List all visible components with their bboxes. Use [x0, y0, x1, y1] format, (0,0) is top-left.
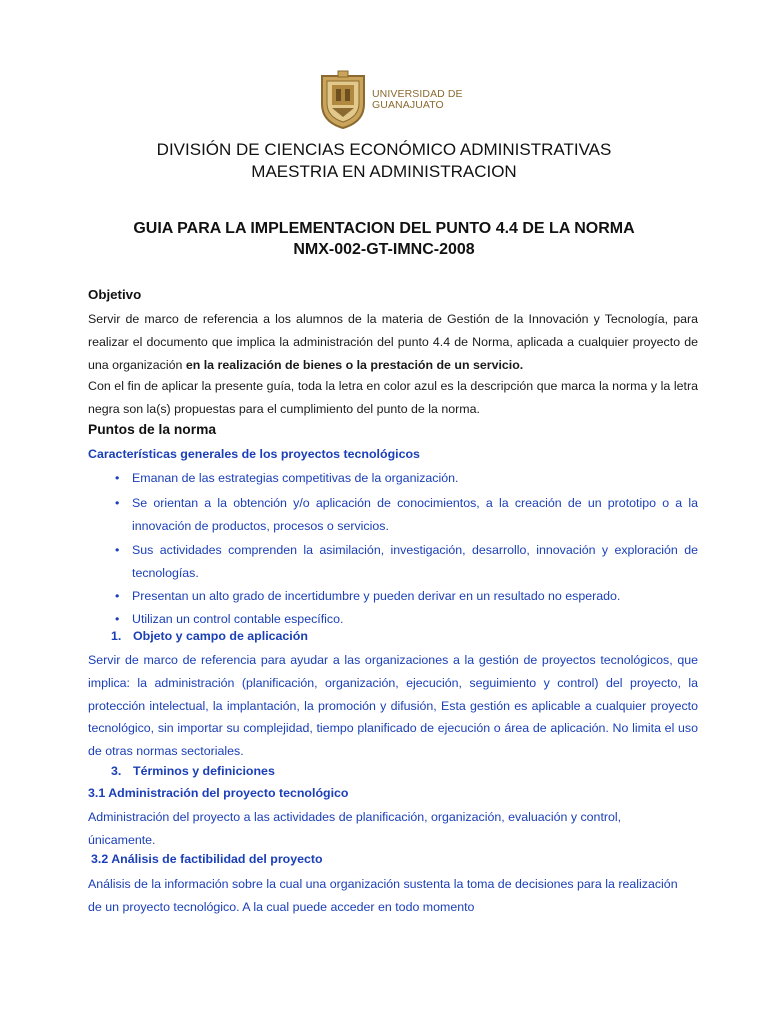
objetivo-paragraph-1-bold: en la realización de bienes o la prestación de un servicio. — [185, 357, 524, 372]
objetivo-paragraph-2: Con el fin de aplicar la presente guía, toda la letra en color azul es la descripción que marca la norma y la letra negra son la(s) propuestas para el cumplimiento del punto de la norma. — [88, 379, 698, 416]
document-title-line-2: NMX-002-GT-IMNC-2008 — [293, 241, 475, 258]
section-3-1-paragraph: Administración del proyecto a las actividades de planificación, organización, evaluación y control, únicamente. — [88, 810, 622, 847]
division-heading: DIVISIÓN DE CIENCIAS ECONÓMICO ADMINISTRATIVAS — [156, 140, 612, 159]
section-3-2-heading: 3.2 Análisis de factibilidad del proyecto — [91, 852, 323, 866]
list-item: • Sus actividades comprenden la asimilación, investigación, desarrollo, innovación y exploración de tecnologías. — [88, 539, 698, 585]
bullet-icon: • — [115, 611, 120, 626]
section-3-1-heading: 3.1 Administración del proyecto tecnológico — [88, 786, 349, 800]
section-3-2-paragraph: Análisis de la información sobre la cual una organización sustenta la toma de decisiones para la realización de un proyecto tecnológico. A la cual puede acceder en todo momento — [88, 877, 678, 914]
logo-line-2: GUANAJUATO — [372, 99, 444, 111]
caracteristicas-list — [88, 467, 698, 631]
list-item: • Presentan un alto grado de incertidumbre y pueden derivar en un resultado no esperado. — [88, 585, 698, 608]
section-1-heading: Objeto y campo de aplicación — [133, 629, 308, 643]
university-logo-wordmark — [372, 89, 463, 111]
objetivo-paragraph-1-text: Servir de marco de referencia a los alumnos de la materia de Gestión de la Innovación y Tecnología, para realizar el documento que implica la administración del punto 4.4 de Norma, aplicada a cualquier proyecto de una organización — [88, 312, 698, 372]
section-3-heading: Términos y definiciones — [133, 764, 275, 778]
section-1-paragraph: Servir de marco de referencia para ayudar a las organizaciones a la gestión de proyectos tecnológicos, que implica: la administración (planificación, organización, ejecución, seguimiento y control) del proyecto, la protección intelectual, la implantación, la promoción y difusión, Esta gestión es aplicable a cualquier proyecto tecnológico, sin importar su complejidad, tiempo planificado de ejecución o área de aplicación. No limita el uso de otras normas sectoriales. — [88, 653, 698, 759]
bullet-icon: • — [115, 588, 120, 603]
university-seal-icon — [318, 70, 368, 130]
list-item: • Se orientan a la obtención y/o aplicación de conocimientos, a la creación de un prototipo o a la innovación de productos, procesos o servicios. — [88, 492, 698, 538]
logo-line-1: UNIVERSIDAD DE — [372, 88, 463, 100]
objetivo-heading: Objetivo — [88, 287, 142, 302]
list-item: • Emanan de las estrategias competitivas de la organización. — [88, 467, 698, 490]
document-title-line-1: GUIA PARA LA IMPLEMENTACION DEL PUNTO 4.4 DE LA NORMA — [133, 220, 635, 237]
section-1-number: 1. — [111, 629, 122, 643]
university-logo — [318, 70, 463, 130]
bullet-icon: • — [115, 543, 120, 558]
caracteristicas-subheading: Características generales de los proyectos tecnológicos — [88, 447, 420, 461]
objetivo-paragraph-1 — [88, 308, 698, 376]
puntos-heading: Puntos de la norma — [88, 422, 217, 437]
bullet-icon: • — [115, 471, 120, 485]
program-heading: MAESTRIA EN ADMINISTRACION — [251, 162, 517, 181]
section-3-number: 3. — [111, 764, 122, 778]
bullet-icon: • — [115, 495, 120, 510]
list-item: • Utilizan un control contable específico. — [88, 608, 698, 631]
